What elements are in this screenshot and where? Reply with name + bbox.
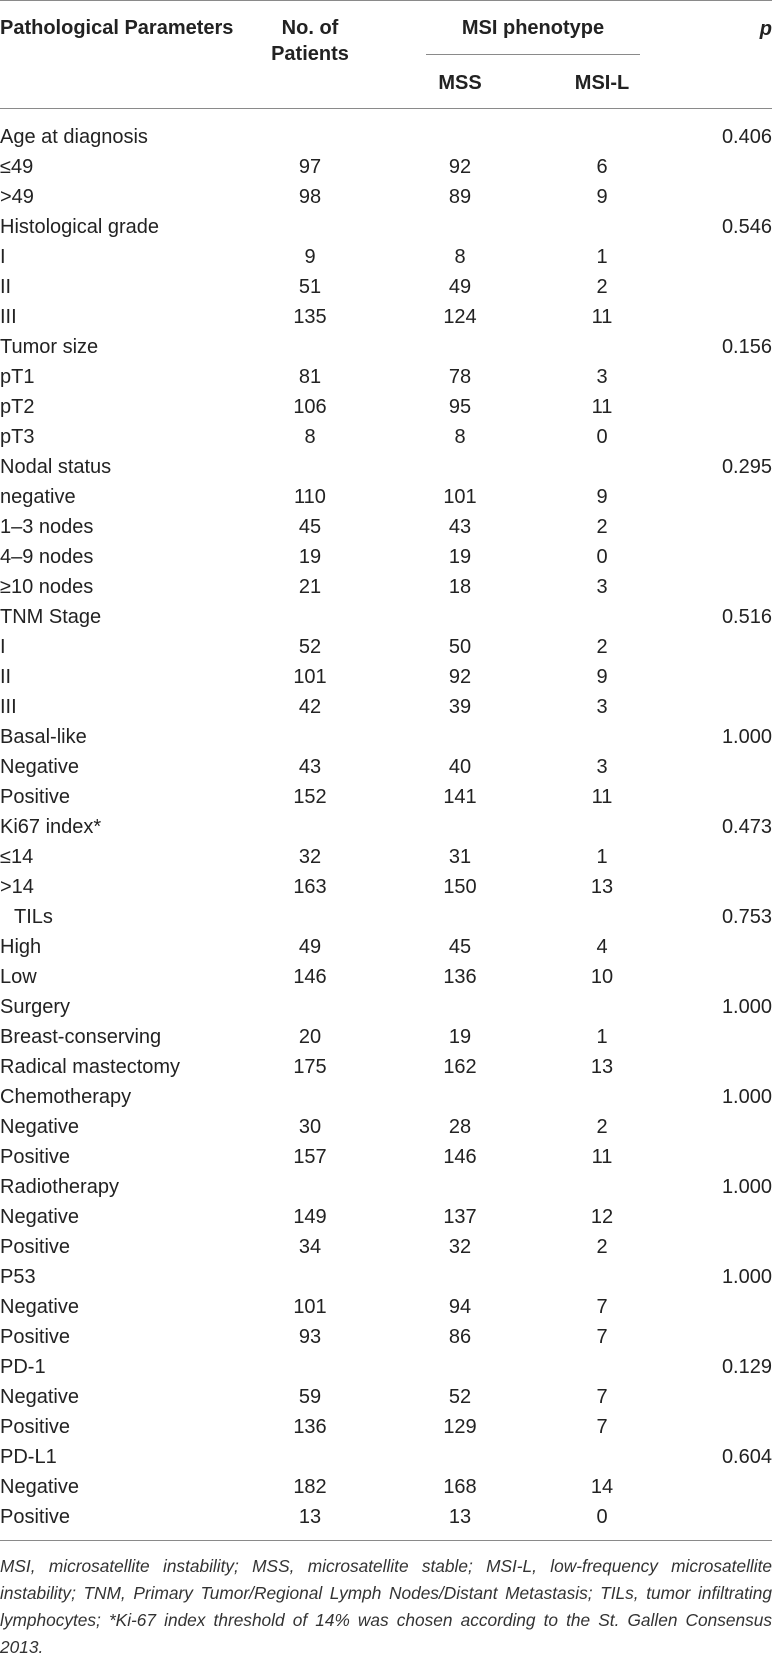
cell-msi-l: 0 (596, 546, 608, 568)
table-row (0, 182, 772, 212)
row-label: Positive (0, 1146, 71, 1168)
cell-mss: 86 (448, 1326, 472, 1348)
cell-p-value: 0.604 (721, 1446, 772, 1468)
cell-msi-l: 1 (596, 1026, 608, 1048)
row-label: II (0, 276, 12, 298)
cell-msi-l: 3 (596, 756, 608, 778)
header-no-of-patients: No. of Patients (271, 17, 349, 65)
cell-msi-l: 9 (596, 486, 608, 508)
table-row (0, 452, 772, 482)
table-row (0, 1142, 772, 1172)
cell-mss: 95 (448, 396, 472, 418)
cell-num-patients: 21 (298, 576, 322, 598)
row-label: pT1 (0, 366, 35, 388)
cell-p-value: 0.295 (721, 456, 772, 478)
row-label: negative (0, 486, 76, 508)
cell-num-patients: 97 (298, 156, 322, 178)
cell-msi-l: 11 (591, 786, 613, 808)
row-label: 4–9 nodes (0, 546, 94, 568)
row-label: >49 (0, 186, 34, 208)
cell-msi-l: 7 (596, 1296, 608, 1318)
table-row (0, 1112, 772, 1142)
row-label: PD-L1 (0, 1446, 57, 1468)
cell-num-patients: 49 (298, 936, 322, 958)
row-label: ≥10 nodes (0, 576, 94, 598)
cell-mss: 162 (443, 1056, 477, 1078)
table-row (0, 1022, 772, 1052)
cell-mss: 45 (448, 936, 472, 958)
table-row (0, 1082, 772, 1112)
header-mss: MSS (438, 72, 482, 94)
row-label: Negative (0, 1206, 79, 1228)
cell-mss: 8 (454, 426, 466, 448)
cell-msi-l: 7 (596, 1326, 608, 1348)
table-row (0, 1442, 772, 1472)
table-row (0, 722, 772, 752)
cell-msi-l: 7 (596, 1386, 608, 1408)
row-label: Tumor size (0, 336, 99, 358)
row-label: I (0, 246, 6, 268)
cell-msi-l: 13 (590, 876, 614, 898)
row-label: Age at diagnosis (0, 126, 148, 148)
cell-num-patients: 135 (293, 306, 327, 328)
row-label: pT2 (0, 396, 35, 418)
cell-num-patients: 149 (293, 1206, 327, 1228)
table-row (0, 152, 772, 182)
table-row (0, 1352, 772, 1382)
cell-num-patients: 101 (293, 1296, 327, 1318)
table-row (0, 1322, 772, 1352)
cell-p-value: 1.000 (721, 726, 772, 748)
cell-p-value: 0.516 (721, 606, 772, 628)
cell-mss: 101 (443, 486, 477, 508)
cell-p-value: 1.000 (721, 1176, 772, 1198)
row-label: III (0, 696, 17, 718)
table-row (0, 1202, 772, 1232)
cell-mss: 52 (448, 1386, 472, 1408)
table-row (0, 1232, 772, 1262)
row-label: PD-1 (0, 1356, 46, 1378)
cell-mss: 150 (443, 876, 477, 898)
row-label: Negative (0, 1116, 79, 1138)
row-label: Surgery (0, 996, 71, 1018)
header-pathological-parameters: Pathological Parameters (0, 17, 234, 39)
cell-num-patients: 9 (304, 246, 316, 268)
table-row (0, 632, 772, 662)
cell-mss: 137 (443, 1206, 477, 1228)
table-row (0, 962, 772, 992)
top-rule (0, 0, 772, 1)
cell-num-patients: 182 (293, 1476, 327, 1498)
cell-p-value: 0.156 (721, 336, 772, 358)
cell-num-patients: 19 (298, 546, 322, 568)
cell-mss: 124 (443, 306, 477, 328)
cell-mss: 136 (443, 966, 477, 988)
table-row (0, 1292, 772, 1322)
row-label: Positive (0, 1236, 71, 1258)
row-label: 1–3 nodes (0, 516, 94, 538)
cell-num-patients: 81 (298, 366, 322, 388)
cell-num-patients: 20 (298, 1026, 322, 1048)
cell-num-patients: 110 (294, 486, 326, 508)
footer-rule (0, 1540, 772, 1541)
row-label: Histological grade (0, 216, 159, 238)
row-label: Negative (0, 756, 79, 778)
cell-p-value: 1.000 (721, 1086, 772, 1108)
header-msi-l: MSI-L (574, 72, 630, 94)
table-row (0, 1502, 772, 1532)
cell-num-patients: 93 (298, 1326, 322, 1348)
row-label: Breast-conserving (0, 1026, 162, 1048)
table-row (0, 932, 772, 962)
cell-msi-l: 2 (596, 1236, 608, 1258)
cell-mss: 129 (443, 1416, 477, 1438)
table-row (0, 542, 772, 572)
table-row (0, 482, 772, 512)
table-row (0, 602, 772, 632)
row-label: P53 (0, 1266, 36, 1288)
cell-msi-l: 1 (596, 246, 608, 268)
cell-num-patients: 34 (298, 1236, 322, 1258)
cell-mss: 92 (448, 666, 472, 688)
table-row (0, 1172, 772, 1202)
cell-p-value: 0.406 (721, 126, 772, 148)
cell-num-patients: 13 (298, 1506, 322, 1528)
table-row (0, 332, 772, 362)
table-row (0, 302, 772, 332)
cell-msi-l: 10 (590, 966, 614, 988)
row-label: ≤14 (0, 846, 34, 868)
table-row (0, 752, 772, 782)
cell-msi-l: 4 (596, 936, 608, 958)
row-label: Positive (0, 1326, 71, 1348)
row-label: I (0, 636, 6, 658)
table-row (0, 1472, 772, 1502)
table-row (0, 1262, 772, 1292)
cell-mss: 94 (448, 1296, 472, 1318)
table-row (0, 242, 772, 272)
cell-mss: 19 (448, 1026, 472, 1048)
table-row (0, 1382, 772, 1412)
cell-num-patients: 152 (293, 786, 327, 808)
cell-num-patients: 52 (298, 636, 322, 658)
cell-msi-l: 3 (596, 576, 608, 598)
row-label: Nodal status (0, 456, 112, 478)
row-label: High (0, 936, 42, 958)
table-row (0, 662, 772, 692)
cell-num-patients: 146 (293, 966, 327, 988)
cell-num-patients: 175 (293, 1056, 327, 1078)
cell-num-patients: 163 (293, 876, 327, 898)
cell-msi-l: 12 (590, 1206, 614, 1228)
cell-mss: 146 (443, 1146, 477, 1168)
cell-num-patients: 43 (298, 756, 322, 778)
cell-p-value: 1.000 (721, 996, 772, 1018)
cell-p-value: 0.753 (721, 906, 772, 928)
row-label: Radical mastectomy (0, 1056, 181, 1078)
cell-p-value: 0.546 (721, 216, 772, 238)
table-row (0, 362, 772, 392)
cell-p-value: 0.473 (721, 816, 772, 838)
cell-p-value: 0.129 (721, 1356, 772, 1378)
table-row (0, 392, 772, 422)
cell-mss: 92 (448, 156, 472, 178)
cell-mss: 32 (448, 1236, 472, 1258)
cell-p-value: 1.000 (721, 1266, 772, 1288)
row-label: Negative (0, 1386, 79, 1408)
cell-msi-l: 14 (590, 1476, 614, 1498)
header-p-value: p (759, 18, 772, 40)
row-label: Low (0, 966, 37, 988)
row-label: TNM Stage (0, 606, 102, 628)
row-label: III (0, 306, 17, 328)
msi-phenotype-underline (426, 54, 640, 55)
row-label: Positive (0, 1416, 71, 1438)
cell-msi-l: 9 (596, 666, 608, 688)
cell-num-patients: 101 (293, 666, 327, 688)
row-label: >14 (0, 876, 34, 898)
row-label: II (0, 666, 12, 688)
table-row (0, 692, 772, 722)
header-msi-phenotype: MSI phenotype (461, 17, 605, 39)
cell-num-patients: 59 (298, 1386, 322, 1408)
cell-msi-l: 7 (596, 1416, 608, 1438)
cell-num-patients: 51 (298, 276, 322, 298)
cell-msi-l: 3 (596, 366, 608, 388)
table-row (0, 902, 772, 932)
cell-num-patients: 30 (298, 1116, 322, 1138)
row-label: pT3 (0, 426, 35, 448)
cell-msi-l: 1 (596, 846, 608, 868)
cell-num-patients: 8 (304, 426, 316, 448)
cell-msi-l: 2 (596, 516, 608, 538)
cell-msi-l: 0 (596, 426, 608, 448)
cell-msi-l: 11 (591, 396, 613, 418)
table-row (0, 122, 772, 152)
table-row (0, 272, 772, 302)
cell-msi-l: 2 (596, 1116, 608, 1138)
cell-num-patients: 42 (298, 696, 322, 718)
cell-num-patients: 98 (298, 186, 322, 208)
cell-msi-l: 11 (591, 1146, 613, 1168)
table-row (0, 812, 772, 842)
cell-mss: 43 (448, 516, 472, 538)
cell-mss: 78 (448, 366, 472, 388)
row-label: Ki67 index* (0, 816, 102, 838)
table-footnote: MSI, microsatellite instability; MSS, microsatellite stable; MSI-L, low-frequency microsatellite instability; TNM, Primary Tumor/Regional Lymph Nodes/Distant Metastasis; TILs, tumor infiltrating lymphocytes; *Ki-67 index threshold of 14% was chosen according to the St. Gallen Consensus 2013. (0, 1556, 772, 1657)
cell-mss: 141 (443, 786, 477, 808)
table-row (0, 1052, 772, 1082)
row-label: Negative (0, 1476, 79, 1498)
cell-mss: 89 (448, 186, 472, 208)
header-rule (0, 108, 772, 109)
cell-msi-l: 13 (590, 1056, 614, 1078)
cell-mss: 39 (448, 696, 472, 718)
table-row (0, 1412, 772, 1442)
table-row (0, 212, 772, 242)
cell-num-patients: 157 (293, 1146, 327, 1168)
cell-mss: 168 (443, 1476, 477, 1498)
cell-num-patients: 106 (293, 396, 327, 418)
table-row (0, 422, 772, 452)
cell-mss: 8 (454, 246, 466, 268)
cell-msi-l: 0 (596, 1506, 608, 1528)
cell-mss: 13 (448, 1506, 472, 1528)
row-label: ≤49 (0, 156, 34, 178)
cell-msi-l: 9 (596, 186, 608, 208)
row-label: Chemotherapy (0, 1086, 132, 1108)
row-label: TILs (14, 906, 53, 928)
table-body (0, 122, 772, 1532)
cell-msi-l: 2 (596, 636, 608, 658)
cell-msi-l: 11 (591, 306, 613, 328)
cell-msi-l: 2 (596, 276, 608, 298)
table-row (0, 992, 772, 1022)
cell-msi-l: 3 (596, 696, 608, 718)
row-label: Positive (0, 1506, 71, 1528)
row-label: Basal-like (0, 726, 87, 748)
cell-mss: 28 (448, 1116, 472, 1138)
table-row (0, 842, 772, 872)
table-row (0, 512, 772, 542)
table-row (0, 872, 772, 902)
cell-num-patients: 136 (293, 1416, 327, 1438)
cell-mss: 50 (448, 636, 472, 658)
table-row (0, 572, 772, 602)
cell-msi-l: 6 (596, 156, 608, 178)
cell-mss: 19 (448, 546, 472, 568)
cell-num-patients: 32 (298, 846, 322, 868)
cell-num-patients: 45 (298, 516, 322, 538)
cell-mss: 18 (448, 576, 472, 598)
row-label: Positive (0, 786, 71, 808)
table-row (0, 782, 772, 812)
cell-mss: 31 (448, 846, 472, 868)
cell-mss: 40 (448, 756, 472, 778)
row-label: Radiotherapy (0, 1176, 119, 1198)
row-label: Negative (0, 1296, 79, 1318)
cell-mss: 49 (448, 276, 472, 298)
